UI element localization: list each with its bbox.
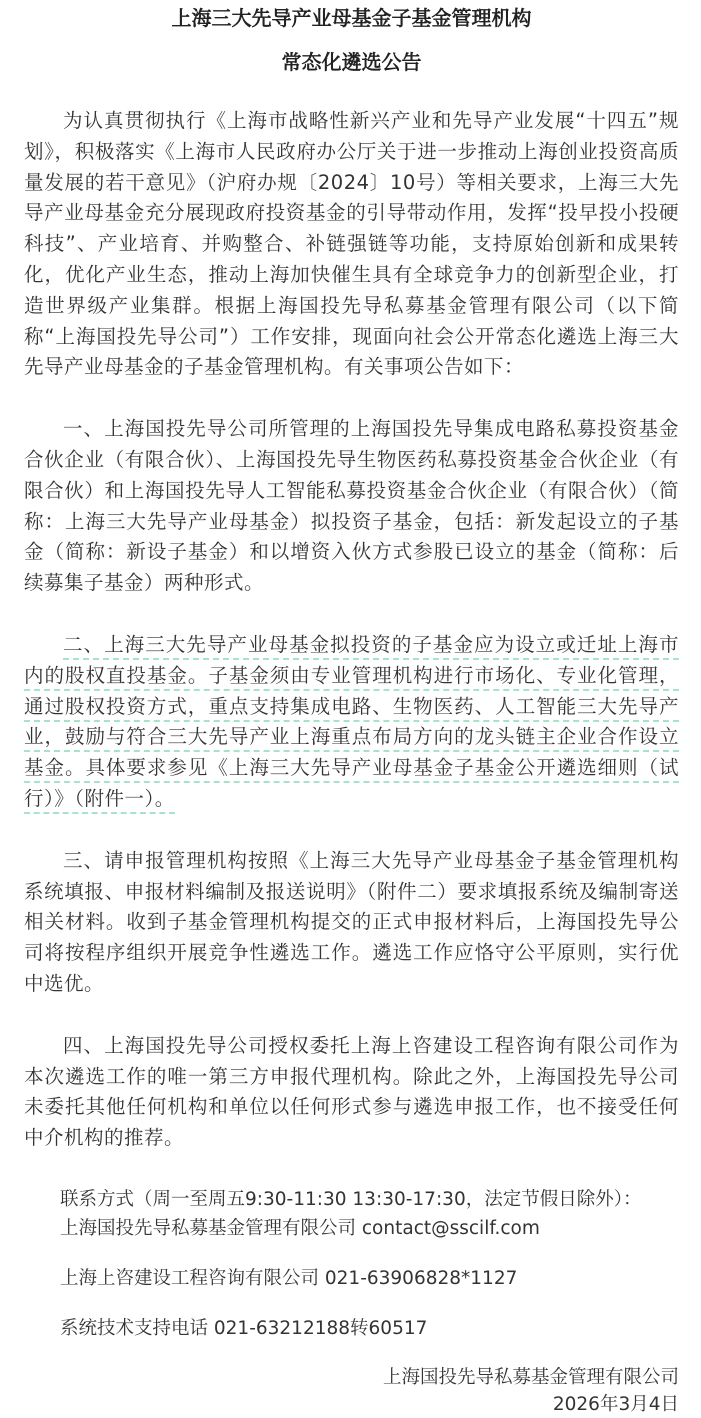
contact-support-block (24, 1314, 679, 1343)
section-2-paragraph (24, 630, 679, 815)
signature-org: 上海国投先导私募基金管理有限公司 (382, 1366, 679, 1388)
page-title: 上海三大先导产业母基金子基金管理机构 (171, 6, 532, 30)
section-4-paragraph: 四、上海国投先导公司授权委托上海上咨建设工程咨询有限公司作为本次遴选工作的唯一第三方申报代理机构。除此之外，上海国投先导公司未委托其他任何机构和单位以任何形式参与遴选申报工作，也不接受任何中介机构的推荐。 (24, 1033, 679, 1150)
contact-support-line: 系统技术支持电话 021-63212188转60517 (60, 1317, 428, 1339)
signature (24, 1364, 679, 1418)
contact-heading: 联系方式（周一至周五9:30-11:30 13:30-17:30，法定节假日除外）： (60, 1188, 642, 1210)
contact-block (24, 1185, 679, 1243)
contact-phone-block (24, 1264, 679, 1293)
title-block (24, 0, 679, 84)
section-1-paragraph: 一、上海国投先导公司所管理的上海国投先导集成电路私募投资基金合伙企业（有限合伙）、上海国投先导生物医药私募投资基金合伙企业（有限合伙）和上海国投先导人工智能私募投资基金合伙企业（有限合伙）（简称：上海三大先导产业母基金）拟投资子基金，包括：新发起设立的子基金（简称：新设子基金）和以增资入伙方式参股已设立的基金（简称：后续募集子基金）两种形式。 (24, 417, 679, 595)
section-3-paragraph: 三、请申报管理机构按照《上海三大先导产业母基金子基金管理机构系统填报、申报材料编制及报送说明》（附件二）要求填报系统及编制寄送相关材料。收到子基金管理机构提交的正式申报材料后，上海国投先导公司将按程序组织开展竞争性遴选工作。遴选工作应恪守公平原则，实行优中选优。 (24, 848, 679, 995)
signature-date: 2026年3月4日 (552, 1393, 679, 1415)
section-2-text: 二、上海三大先导产业母基金拟投资的子基金应为设立或迁址上海市内的股权直投基金。子基金须由专业管理机构进行市场化、专业化管理，通过股权投资方式，重点支持集成电路、生物医药、人工智能三大先导产业，鼓励与符合三大先导产业上海重点布局方向的龙头链主企业合作设立基金。具体要求参见《上海三大先导产业母基金子基金公开遴选细则（试行）》（附件一）。 (24, 633, 679, 814)
intro-paragraph: 为认真贯彻执行《上海市战略性新兴产业和先导产业发展“十四五”规划》，积极落实《上海市人民政府办公厅关于进一步推动上海创业投资高质量发展的若干意见》（沪府办规〔2024〕10号）等相关要求，上海三大先导产业母基金充分展现政府投资基金的引导带动作用，发挥“投早投小投硬科技”、产业培育、并购整合、补链强链等功能，支持原始创新和成果转化，优化产业生态，推动上海加快催生具有全球竞争力的创新型企业，打造世界级产业集群。根据上海国投先导私募基金管理有限公司（以下简称“上海国投先导公司”）工作安排，现面向社会公开常态化遴选上海三大先导产业母基金的子基金管理机构。有关事项公告如下： (24, 109, 679, 379)
page-subtitle: 常态化遴选公告 (281, 50, 422, 74)
contact-email-line: 上海国投先导私募基金管理有限公司 contact@sscilf.com (60, 1217, 540, 1239)
contact-phone-line: 上海上咨建设工程咨询有限公司 021-63906828*1127 (60, 1267, 518, 1289)
